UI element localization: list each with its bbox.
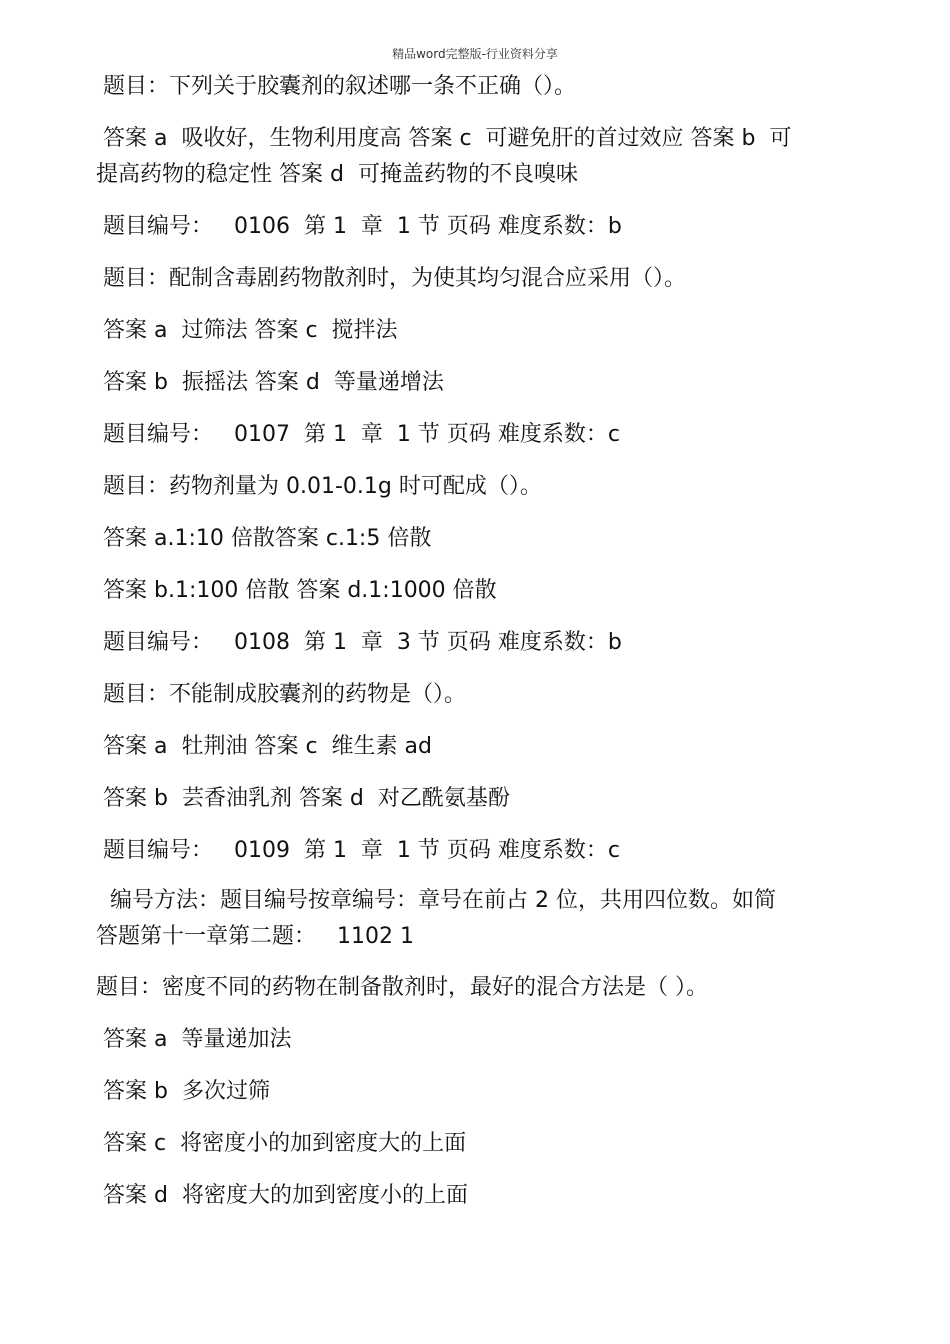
question-text: 题目：不能制成胶囊剂的药物是（）。 bbox=[96, 682, 466, 707]
answer-line: 答案 a 吸收好，生物利用度高 答案 c 可避免肝的首过效应 答案 b 可 bbox=[96, 126, 792, 151]
answer-line: 答案 a 等量递加法 bbox=[96, 1027, 292, 1052]
answer-line: 答案 b 芸香油乳剂 答案 d 对乙酰氨基酚 bbox=[96, 786, 510, 811]
answer-line: 答案 b 多次过筛 bbox=[96, 1079, 270, 1104]
question-id-line: 题目编号： 0108 第 1 章 3 节 页码 难度系数：b bbox=[96, 630, 622, 655]
answer-line: 答案 a.1:10 倍散答案 c.1:5 倍散 bbox=[96, 526, 432, 551]
numbering-note: 编号方法：题目编号按章编号：章号在前占 2 位，共用四位数。如简 bbox=[96, 888, 776, 913]
answer-line: 答案 a 过筛法 答案 c 搅拌法 bbox=[96, 318, 398, 343]
answer-line: 答案 c 将密度小的加到密度大的上面 bbox=[96, 1131, 467, 1156]
page-header: 精品word完整版-行业资料分享 bbox=[392, 47, 558, 61]
question-id-line: 题目编号： 0106 第 1 章 1 节 页码 难度系数：b bbox=[96, 214, 622, 239]
question-text: 题目：配制含毒剧药物散剂时，为使其均匀混合应采用（）。 bbox=[96, 266, 686, 291]
answer-line: 答案 b.1:100 倍散 答案 d.1:1000 倍散 bbox=[96, 578, 497, 603]
question-text: 题目：密度不同的药物在制备散剂时，最好的混合方法是（ ）。 bbox=[96, 975, 708, 1000]
question-text: 题目：药物剂量为 0.01-0.1g 时可配成（）。 bbox=[96, 474, 542, 499]
answer-line: 答案 d 将密度大的加到密度小的上面 bbox=[96, 1183, 468, 1208]
question-text: 题目：下列关于胶囊剂的叙述哪一条不正确（）。 bbox=[96, 74, 576, 99]
question-id-line: 题目编号： 0107 第 1 章 1 节 页码 难度系数：c bbox=[96, 422, 620, 447]
question-id-line: 题目编号： 0109 第 1 章 1 节 页码 难度系数：c bbox=[96, 838, 620, 863]
numbering-note: 答题第十一章第二题： 1102 1 bbox=[96, 924, 414, 949]
answer-line: 提高药物的稳定性 答案 d 可掩盖药物的不良嗅味 bbox=[96, 162, 578, 187]
answer-line: 答案 a 牡荆油 答案 c 维生素 ad bbox=[96, 734, 432, 759]
answer-line: 答案 b 振摇法 答案 d 等量递增法 bbox=[96, 370, 444, 395]
